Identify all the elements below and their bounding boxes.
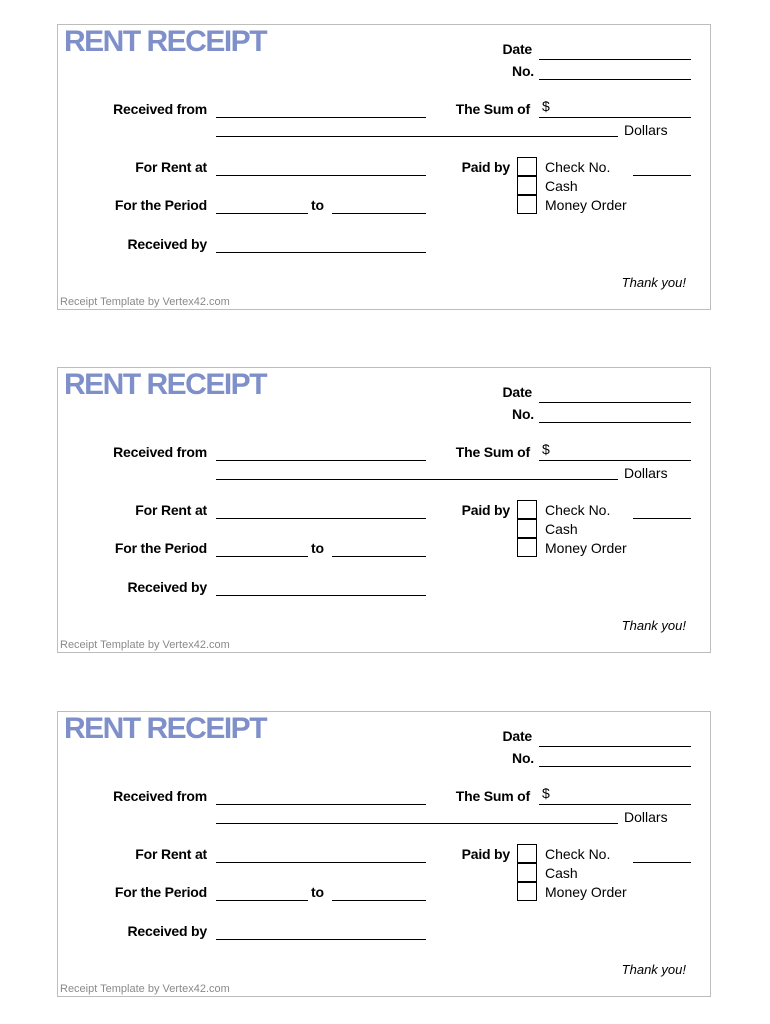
money-order-checkbox[interactable] (517, 195, 537, 214)
received-by-label: Received by (127, 579, 207, 595)
cash-label: Cash (545, 865, 578, 881)
date-line[interactable] (539, 746, 691, 747)
rent-receipt-3 (57, 711, 711, 997)
period-end-line[interactable] (332, 900, 426, 901)
received-by-line[interactable] (216, 595, 426, 596)
for-rent-at-label: For Rent at (135, 502, 207, 518)
receipt-title: RENT RECEIPT (64, 368, 267, 401)
money-order-label: Money Order (545, 197, 627, 213)
for-rent-at-label: For Rent at (135, 846, 207, 862)
sum-label: The Sum of (455, 101, 530, 117)
period-label: For the Period (114, 197, 207, 213)
money-order-checkbox[interactable] (517, 882, 537, 901)
period-label: For the Period (114, 884, 207, 900)
received-from-line[interactable] (216, 460, 426, 461)
template-credit: Receipt Template by Vertex42.com (60, 296, 230, 308)
rent-receipt-2 (57, 367, 711, 653)
date-label: Date (502, 728, 532, 744)
amount-words-line[interactable] (216, 136, 618, 137)
received-by-line[interactable] (216, 252, 426, 253)
for-rent-at-line[interactable] (216, 518, 426, 519)
currency-symbol: $ (542, 785, 550, 801)
for-rent-at-line[interactable] (216, 175, 426, 176)
no-label: No. (512, 63, 534, 79)
money-order-label: Money Order (545, 884, 627, 900)
cash-label: Cash (545, 521, 578, 537)
sum-label: The Sum of (455, 788, 530, 804)
no-label: No. (512, 406, 534, 422)
to-label: to (311, 197, 324, 213)
dollars-label: Dollars (624, 809, 668, 825)
check-label: Check No. (545, 502, 611, 518)
date-line[interactable] (539, 402, 691, 403)
cash-checkbox[interactable] (517, 176, 537, 195)
thank-you-text: Thank you! (621, 275, 686, 290)
no-line[interactable] (539, 766, 691, 767)
check-number-line[interactable] (633, 518, 691, 519)
period-label: For the Period (114, 540, 207, 556)
sum-line[interactable] (539, 804, 691, 805)
paid-by-label: Paid by (461, 159, 510, 175)
currency-symbol: $ (542, 441, 550, 457)
check-checkbox[interactable] (517, 500, 537, 519)
rent-receipt-1 (57, 24, 711, 310)
check-number-line[interactable] (633, 862, 691, 863)
date-label: Date (502, 41, 532, 57)
date-line[interactable] (539, 59, 691, 60)
for-rent-at-line[interactable] (216, 862, 426, 863)
received-from-label: Received from (113, 788, 207, 804)
no-line[interactable] (539, 422, 691, 423)
thank-you-text: Thank you! (621, 618, 686, 633)
period-end-line[interactable] (332, 213, 426, 214)
check-number-line[interactable] (633, 175, 691, 176)
dollars-label: Dollars (624, 465, 668, 481)
period-start-line[interactable] (216, 213, 308, 214)
received-by-label: Received by (127, 923, 207, 939)
received-by-line[interactable] (216, 939, 426, 940)
no-label: No. (512, 750, 534, 766)
check-checkbox[interactable] (517, 157, 537, 176)
for-rent-at-label: For Rent at (135, 159, 207, 175)
receipt-title: RENT RECEIPT (64, 712, 267, 745)
received-from-line[interactable] (216, 804, 426, 805)
paid-by-label: Paid by (461, 502, 510, 518)
cash-checkbox[interactable] (517, 519, 537, 538)
check-checkbox[interactable] (517, 844, 537, 863)
dollars-label: Dollars (624, 122, 668, 138)
sum-label: The Sum of (455, 444, 530, 460)
check-label: Check No. (545, 159, 611, 175)
cash-label: Cash (545, 178, 578, 194)
template-credit: Receipt Template by Vertex42.com (60, 639, 230, 651)
thank-you-text: Thank you! (621, 962, 686, 977)
period-start-line[interactable] (216, 556, 308, 557)
amount-words-line[interactable] (216, 479, 618, 480)
period-start-line[interactable] (216, 900, 308, 901)
amount-words-line[interactable] (216, 823, 618, 824)
paid-by-label: Paid by (461, 846, 510, 862)
to-label: to (311, 540, 324, 556)
received-from-label: Received from (113, 444, 207, 460)
currency-symbol: $ (542, 98, 550, 114)
no-line[interactable] (539, 79, 691, 80)
money-order-checkbox[interactable] (517, 538, 537, 557)
sum-line[interactable] (539, 117, 691, 118)
template-credit: Receipt Template by Vertex42.com (60, 983, 230, 995)
sum-line[interactable] (539, 460, 691, 461)
to-label: to (311, 884, 324, 900)
receipt-title: RENT RECEIPT (64, 25, 267, 58)
received-by-label: Received by (127, 236, 207, 252)
received-from-label: Received from (113, 101, 207, 117)
date-label: Date (502, 384, 532, 400)
money-order-label: Money Order (545, 540, 627, 556)
cash-checkbox[interactable] (517, 863, 537, 882)
received-from-line[interactable] (216, 117, 426, 118)
check-label: Check No. (545, 846, 611, 862)
period-end-line[interactable] (332, 556, 426, 557)
